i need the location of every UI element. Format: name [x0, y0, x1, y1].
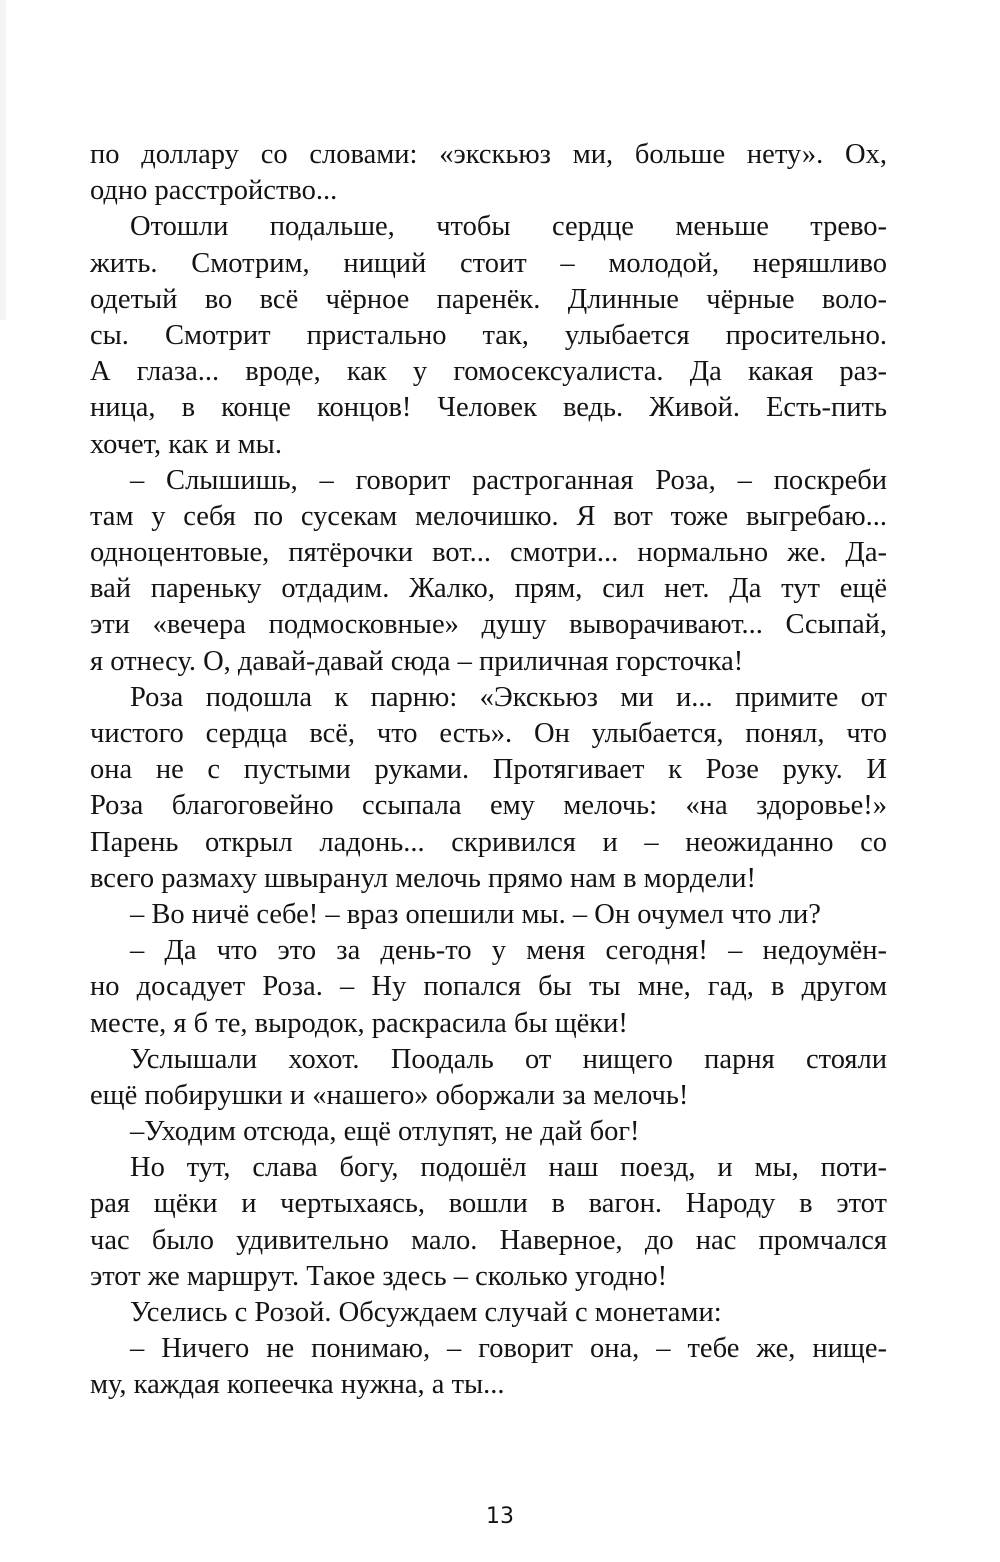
paragraph — [90, 1150, 887, 1295]
text-line: ница, в конце концов! Человек ведь. Живой. Есть-пить — [90, 392, 887, 424]
text-line: я отнесу. О, давай-давай сюда – приличная горсточка! — [90, 645, 744, 677]
text-line: вай пареньку отдадим. Жалко, прям, сил нет. Да тут ещё — [90, 573, 887, 605]
text-line: Но тут, слава богу, подошёл наш поезд, и мы, поти- — [130, 1152, 887, 1184]
text-line: – Во ничё себе! – враз опешили мы. – Он очумел что ли? — [130, 898, 821, 930]
text-line: там у себя по сусекам мелочишко. Я вот тоже выгребаю... — [90, 500, 887, 532]
text-line: она не с пустыми руками. Протягивает к Розе руку. И — [90, 754, 887, 786]
text-line: одетый во всё чёрное паренёк. Длинные чёрные воло- — [90, 283, 887, 315]
text-line: –Уходим отсюда, ещё отлупят, не дай бог! — [130, 1116, 640, 1148]
paragraph — [90, 1042, 887, 1114]
paragraph — [90, 137, 887, 209]
text-line: му, каждая копеечка нужна, а ты... — [90, 1369, 505, 1401]
paragraph — [90, 933, 887, 1042]
paragraph — [90, 680, 887, 897]
text-line: всего размаху швыранул мелочь прямо нам в мордели! — [90, 862, 756, 894]
text-line: А глаза... вроде, как у гомосексуалиста. Да какая раз- — [90, 356, 887, 388]
scan-edge-shadow — [0, 0, 6, 320]
text-line: – Да что это за день-то у меня сегодня! – недоумён- — [130, 935, 887, 967]
text-line: но досадует Роза. – Ну попался бы ты мне, гад, в другом — [90, 971, 887, 1003]
text-line: этот же маршрут. Такое здесь – сколько угодно! — [90, 1260, 668, 1292]
paragraph — [90, 897, 887, 933]
text-line: час было удивительно мало. Наверное, до нас промчался — [90, 1224, 887, 1256]
paragraph — [90, 1331, 887, 1403]
text-line: Услышали хохот. Поодаль от нищего парня стояли — [130, 1043, 887, 1075]
text-line: месте, я б те, выродок, раскрасила бы щёки! — [90, 1007, 628, 1039]
book-page-text — [90, 137, 887, 1404]
text-line: жить. Смотрим, нищий стоит – молодой, неряшливо — [90, 247, 887, 279]
text-line: ещё побирушки и «нашего» оборжали за мелочь! — [90, 1079, 689, 1111]
text-line: Роза подошла к парню: «Экскьюз ми и... примите от — [130, 681, 887, 713]
paragraph — [90, 209, 887, 462]
text-line: Парень открыл ладонь... скривился и – неожиданно со — [90, 826, 887, 858]
text-line: по доллару со словами: «экскьюз ми, больше нету». Ох, — [90, 139, 887, 170]
text-line: Роза благоговейно ссыпала ему мелочь: «на здоровье!» — [90, 790, 887, 822]
text-line: сы. Смотрит пристально так, улыбается просительно. — [90, 319, 887, 351]
text-line: рая щёки и чертыхаясь, вошли в вагон. Народу в этот — [90, 1188, 887, 1220]
text-line: одно расстройство... — [90, 175, 338, 207]
text-line: Отошли подальше, чтобы сердце меньше трево- — [130, 211, 887, 243]
text-line: Уселись с Розой. Обсуждаем случай с монетами: — [130, 1297, 722, 1328]
paragraph — [90, 463, 887, 680]
text-line: – Ничего не понимаю, – говорит она, – тебе же, нище- — [130, 1333, 887, 1365]
text-line: одноцентовые, пятёрочки вот... смотри... нормально же. Да- — [90, 537, 887, 569]
text-line: чистого сердца всё, что есть». Он улыбается, понял, что — [90, 718, 887, 749]
paragraph — [90, 1295, 887, 1331]
text-line: – Слышишь, – говорит растроганная Роза, – поскреби — [130, 464, 887, 496]
page-number: 13 — [486, 1504, 514, 1529]
paragraph — [90, 1114, 887, 1150]
text-line: эти «вечера подмосковные» душу выворачивают... Ссыпай, — [90, 609, 887, 641]
text-line: хочет, как и мы. — [90, 428, 282, 460]
